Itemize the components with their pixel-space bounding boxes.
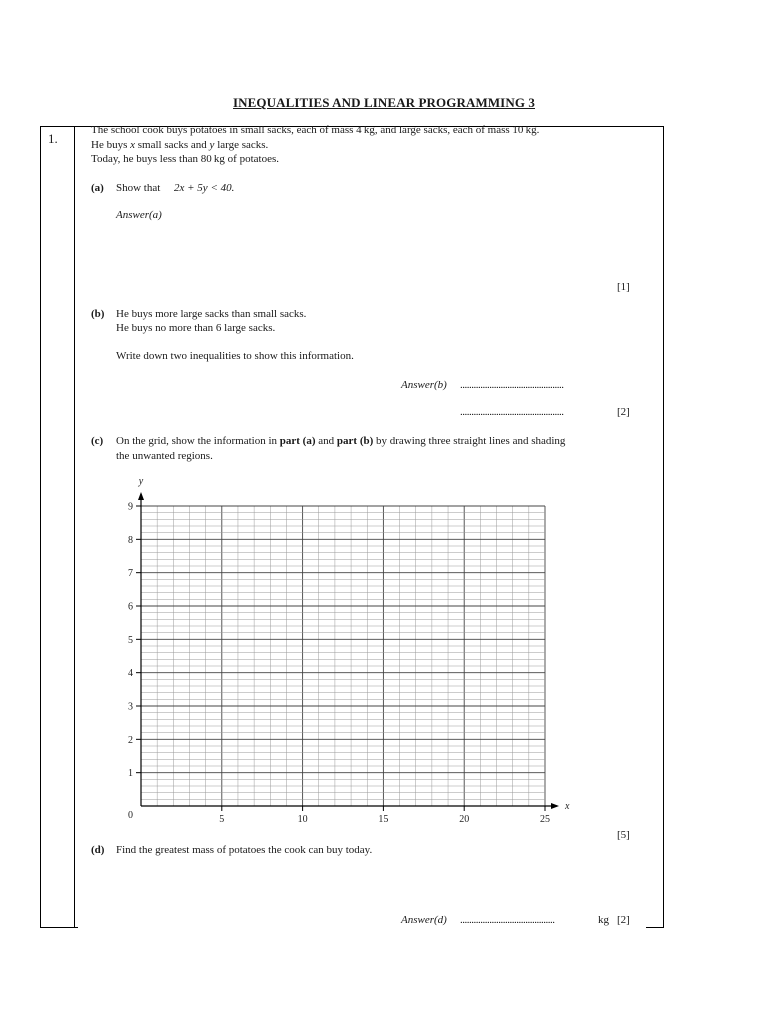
y-tick-label: 4 bbox=[128, 668, 133, 680]
part-c-text: On the grid, show the information in part (a) and part (b) by drawing three straight lines and shading bbox=[116, 435, 566, 447]
x-axis-arrow-icon bbox=[551, 803, 559, 809]
part-d-label: (d) bbox=[91, 844, 105, 856]
part-b-line-2: He buys no more than 6 large sacks. bbox=[116, 322, 276, 334]
part-a-text: Show that bbox=[116, 182, 161, 194]
x-tick-label: 10 bbox=[297, 814, 308, 825]
part-d-unit: kg bbox=[598, 914, 609, 926]
intro-line-1: The school cook buys potatoes in small sacks, each of mass 4 kg, and large sacks, each of mass 10 kg. bbox=[91, 124, 540, 136]
part-b-instruction: Write down two inequalities to show this information. bbox=[116, 350, 354, 362]
part-a-marks: [1] bbox=[617, 281, 630, 293]
y-axis-label: y bbox=[138, 476, 144, 487]
y-tick-label: 2 bbox=[128, 734, 133, 746]
part-b-answer-line-2[interactable]: .............................................. bbox=[460, 406, 564, 418]
page-title: INEQUALITIES AND LINEAR PROGRAMMING 3 bbox=[232, 95, 535, 110]
part-a-answer-label: Answer(a) bbox=[116, 209, 162, 221]
part-b-marks: [2] bbox=[617, 406, 630, 418]
y-tick-label: 1 bbox=[128, 768, 133, 780]
origin-label: 0 bbox=[128, 810, 133, 821]
part-c-text-line-2: the unwanted regions. bbox=[116, 450, 213, 462]
part-b-label: (b) bbox=[91, 308, 105, 320]
part-b-answer-line-1[interactable]: .............................................. bbox=[460, 379, 564, 391]
part-a-expression: 2x + 5y < 40. bbox=[174, 182, 235, 194]
y-tick-label: 9 bbox=[128, 501, 133, 513]
y-tick-label: 8 bbox=[128, 534, 133, 546]
y-tick-label: 7 bbox=[128, 568, 133, 580]
x-axis-label: x bbox=[565, 801, 570, 812]
part-b-line-1: He buys more large sacks than small sacks. bbox=[116, 308, 307, 320]
intro-line-2: He buys x small sacks and y large sacks. bbox=[91, 139, 269, 151]
question-number: 1. bbox=[48, 131, 58, 146]
y-axis-arrow-icon bbox=[138, 492, 144, 500]
part-c-marks: [5] bbox=[617, 829, 630, 841]
part-d-answer-label: Answer(d) bbox=[401, 914, 447, 926]
x-tick-label: 15 bbox=[378, 814, 389, 825]
intro-line-3: Today, he buys less than 80 kg of potatoes. bbox=[91, 153, 279, 165]
part-d-text: Find the greatest mass of potatoes the cook can buy today. bbox=[116, 844, 373, 856]
part-d-answer-line[interactable]: .......................................... bbox=[460, 914, 555, 926]
y-tick-label: 3 bbox=[128, 701, 133, 713]
y-tick-label: 5 bbox=[128, 634, 133, 646]
x-tick-label: 5 bbox=[219, 814, 225, 825]
x-tick-label: 20 bbox=[459, 814, 470, 825]
part-a-label: (a) bbox=[91, 182, 104, 194]
y-tick-label: 6 bbox=[128, 601, 133, 613]
part-d-marks: [2] bbox=[617, 914, 630, 926]
x-tick-label: 25 bbox=[540, 814, 550, 825]
part-c-label: (c) bbox=[91, 435, 104, 447]
grid-lines bbox=[141, 506, 545, 806]
part-b-answer-label: Answer(b) bbox=[401, 379, 447, 391]
grid-axes bbox=[136, 492, 559, 811]
